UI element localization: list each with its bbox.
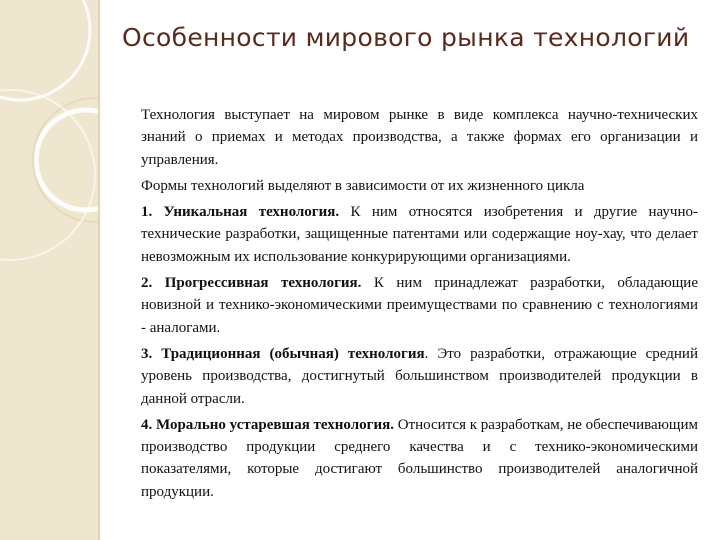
slide-title: Особенности мирового рынка технологий: [122, 23, 690, 52]
item-text: К ним принадлежат разработки, обладающие новизной и технико-экономическими преимуществами по сравнению с технологиями - аналогами.: [141, 275, 698, 336]
sidebar-divider: [98, 0, 100, 540]
list-item: [141, 414, 698, 503]
item-lead: 2. Прогрессивная технология.: [141, 275, 362, 292]
list-item: [141, 201, 698, 268]
item-text: . Это разработки, отражающие средний уровень производства, достигнутый большинством производителей продукции в данной отрасли.: [141, 345, 698, 407]
item-text: Относится к разработкам, не обеспечивающим производство продукции среднего качества и с технико-экономическими показателями, которые достигают большинство производителей аналогичной продукции.: [141, 416, 698, 500]
decorative-sidebar: [0, 0, 98, 540]
decorative-circles-graphic: [0, 0, 98, 540]
item-lead: 4. Морально устаревшая технология.: [141, 416, 394, 433]
forms-line: Формы технологий выделяют в зависимости от их жизненного цикла: [141, 177, 585, 194]
list-item: [141, 272, 698, 339]
slide-body: [141, 104, 698, 507]
item-lead: 1. Уникальная технология.: [141, 204, 340, 221]
list-item: [141, 343, 698, 410]
item-lead: 3. Традиционная (обычная) технология: [141, 345, 425, 362]
item-text: К ним относятся изобретения и другие научно-технические разработки, защищенные патентами или содержащие ноу-хау, что делает невозможным их использование конкурирующими организациями.: [141, 204, 698, 265]
intro-paragraph: Технология выступает на мировом рынке в виде комплекса научно-технических знаний о приемах и методах производства, а также формах его организации и управления.: [141, 107, 698, 168]
